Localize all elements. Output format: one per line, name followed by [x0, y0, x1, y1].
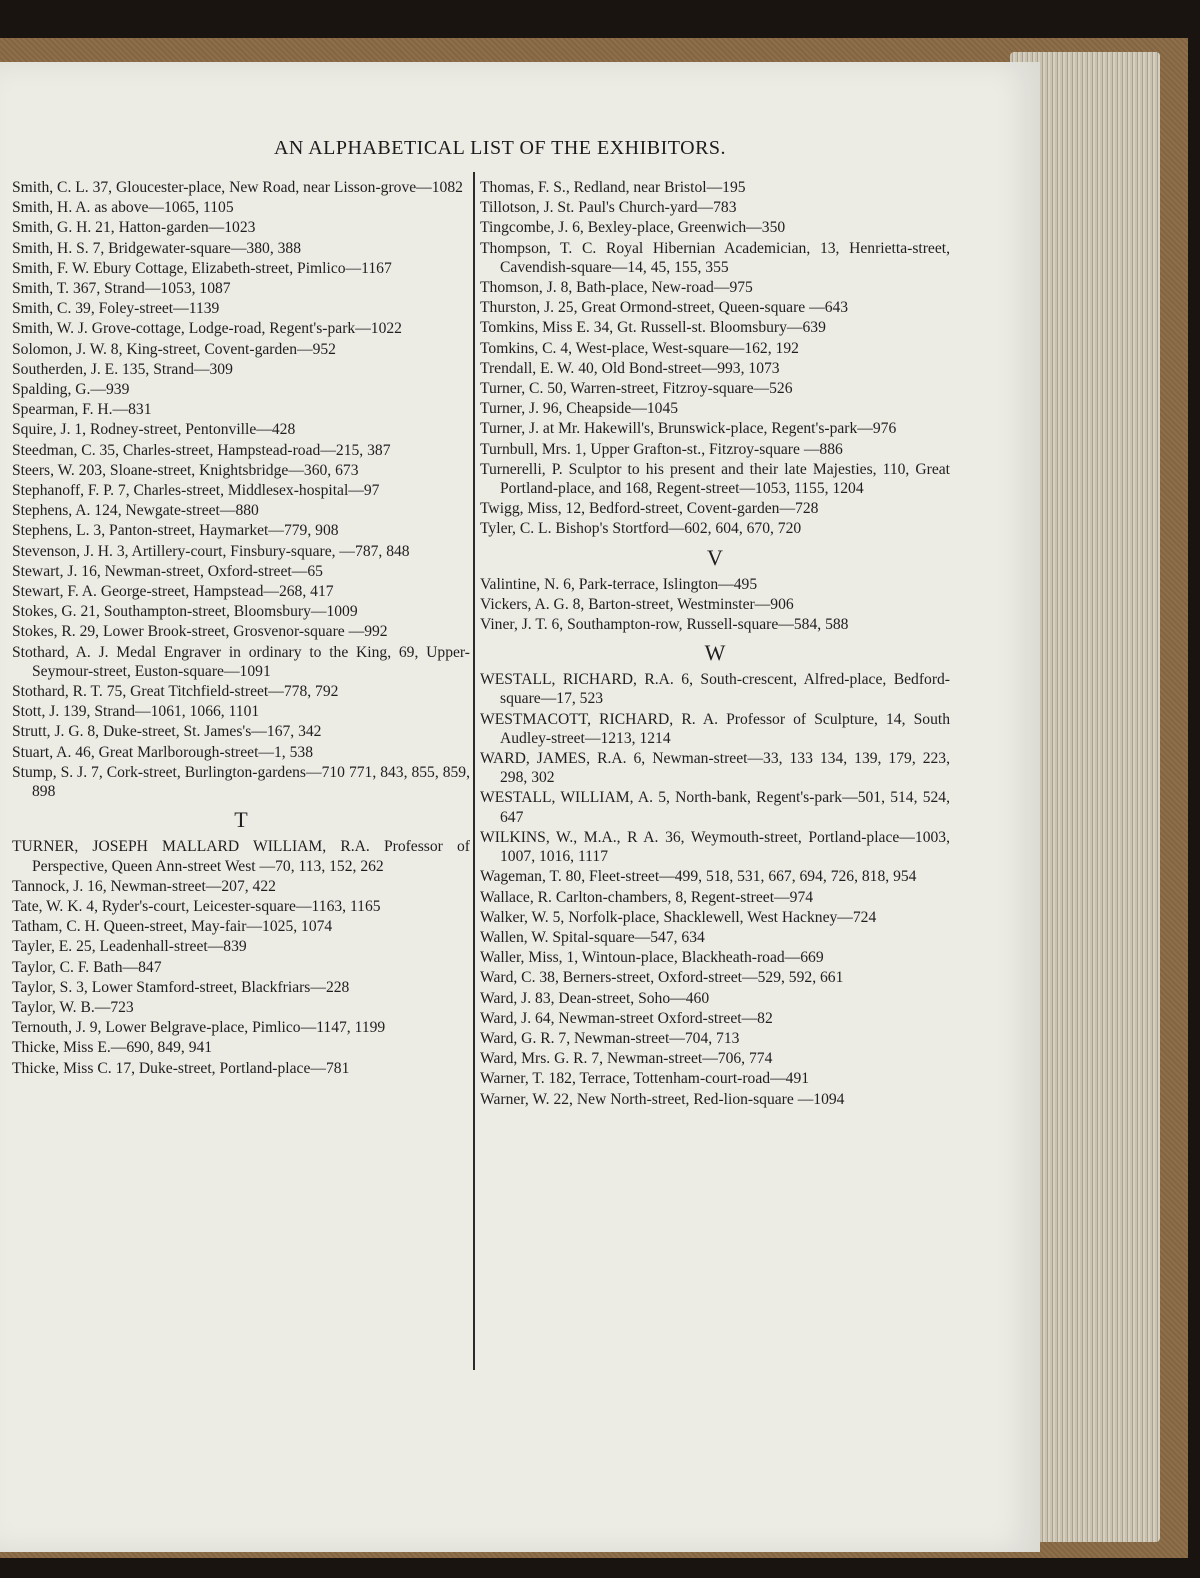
exhibitor-entry: Spalding, G.—939	[12, 381, 130, 399]
exhibitor-entry: Ward, J. 64, Newman-street Oxford-street—82	[480, 1009, 773, 1027]
exhibitor-entry: Tomkins, Miss E. 34, Gt. Russell-st. Bloomsbury—639	[480, 319, 826, 337]
exhibitor-entry: Vickers, A. G. 8, Barton-street, Westminster—906	[480, 595, 794, 613]
exhibitor-entry: Turner, J. at Mr. Hakewill's, Brunswick-place, Regent's-park—976	[480, 420, 897, 438]
exhibitor-entry: Smith, H. A. as above—1065, 1105	[12, 199, 234, 217]
exhibitor-entry: Smith, W. J. Grove-cottage, Lodge-road, Regent's-park—1022	[12, 320, 402, 338]
exhibitor-entry: Stump, S. J. 7, Cork-street, Burlington-gardens—710 771, 843, 855, 859, 898	[12, 763, 470, 801]
exhibitor-entry: Wallace, R. Carlton-chambers, 8, Regent-street—974	[480, 888, 814, 906]
exhibitor-entry: WESTALL, WILLIAM, A. 5, North-bank, Regent's-park—501, 514, 524, 647	[480, 789, 950, 826]
exhibitor-entry: Stott, J. 139, Strand—1061, 1066, 1101	[12, 703, 260, 721]
exhibitor-entry: Taylor, S. 3, Lower Stamford-street, Blackfriars—228	[12, 978, 350, 996]
exhibitor-entry: Tomkins, C. 4, West-place, West-square—162, 192	[480, 339, 799, 357]
exhibitor-entry: TURNER, JOSEPH MALLARD WILLIAM, R.A. Professor of Perspective, Queen Ann-street West —70, 113, 152, 262	[12, 838, 470, 875]
exhibitor-entry: Thicke, Miss E.—690, 849, 941	[12, 1039, 213, 1057]
exhibitor-entry: Smith, F. W. Ebury Cottage, Elizabeth-street, Pimlico—1167	[12, 259, 392, 277]
exhibitor-entry: Tatham, C. H. Queen-street, May-fair—1025, 1074	[12, 918, 333, 936]
exhibitor-entry: Warner, W. 22, New North-street, Red-lion-square —1094	[480, 1090, 845, 1108]
exhibitor-entry: Spearman, F. H.—831	[12, 401, 152, 419]
exhibitor-entry: Steers, W. 203, Sloane-street, Knightsbridge—360, 673	[12, 461, 359, 479]
exhibitor-entry: Ternouth, J. 9, Lower Belgrave-place, Pimlico—1147, 1199	[12, 1019, 386, 1037]
exhibitor-entry: Ward, Mrs. G. R. 7, Newman-street—706, 774	[480, 1050, 773, 1068]
page-title: AN ALPHABETICAL LIST OF THE EXHIBITORS.	[273, 137, 727, 159]
exhibitor-entry: Turner, C. 50, Warren-street, Fitzroy-square—526	[480, 380, 793, 398]
exhibitor-entry: Turner, J. 96, Cheapside—1045	[480, 400, 679, 418]
exhibitor-entry: Stevenson, J. H. 3, Artillery-court, Finsbury-square, —787, 848	[12, 542, 410, 560]
exhibitor-entry: Thurston, J. 25, Great Ormond-street, Queen-square —643	[480, 299, 849, 317]
exhibitor-entry: Thicke, Miss C. 17, Duke-street, Portland-place—781	[12, 1059, 350, 1077]
exhibitor-entry: Strutt, J. G. 8, Duke-street, St. James's—167, 342	[12, 723, 322, 741]
exhibitor-entry: Stokes, G. 21, Southampton-street, Bloomsbury—1009	[12, 603, 358, 621]
exhibitor-entry: Smith, C. 39, Foley-street—1139	[12, 300, 220, 318]
exhibitor-entry: Tannock, J. 16, Newman-street—207, 422	[12, 877, 276, 895]
exhibitor-entry: Stuart, A. 46, Great Marlborough-street—1, 538	[12, 743, 313, 761]
exhibitor-entry: Valintine, N. 6, Park-terrace, Islington—495	[480, 575, 758, 593]
exhibitor-entry: Smith, C. L. 37, Gloucester-place, New Road, near Lisson-grove—1082	[12, 179, 463, 196]
exhibitor-entry: Trendall, E. W. 40, Old Bond-street—993, 1073	[480, 359, 780, 377]
exhibitor-entry: Tillotson, J. St. Paul's Church-yard—783	[480, 199, 737, 217]
exhibitor-entry: Squire, J. 1, Rodney-street, Pentonville—428	[12, 421, 296, 439]
exhibitor-entry: Warner, T. 182, Terrace, Tottenham-court-road—491	[480, 1070, 810, 1088]
exhibitor-entry: Stothard, R. T. 75, Great Titchfield-street—778, 792	[12, 683, 339, 701]
exhibitor-entry: Viner, J. T. 6, Southampton-row, Russell-square—584, 588	[480, 616, 849, 634]
exhibitor-entry: Smith, T. 367, Strand—1053, 1087	[12, 280, 231, 298]
exhibitor-entry: Walker, W. 5, Norfolk-place, Shacklewell, West Hackney—724	[480, 908, 877, 926]
exhibitor-entry: Stephanoff, F. P. 7, Charles-street, Middlesex-hospital—97	[12, 482, 380, 500]
exhibitor-entry: WESTALL, RICHARD, R.A. 6, South-crescent, Alfred-place, Bedford-square—17, 523	[480, 671, 950, 708]
exhibitor-entry: Twigg, Miss, 12, Bedford-street, Covent-garden—728	[480, 500, 819, 518]
exhibitor-entry: Smith, H. S. 7, Bridgewater-square—380, 388	[12, 239, 302, 257]
exhibitor-entry: Tate, W. K. 4, Ryder's-court, Leicester-square—1163, 1165	[12, 897, 381, 915]
exhibitor-entry: WESTMACOTT, RICHARD, R. A. Professor of Sculpture, 14, South Audley-street—1213, 1214	[480, 710, 950, 747]
right-column	[480, 178, 950, 1110]
exhibitor-entry: Stokes, R. 29, Lower Brook-street, Grosvenor-square —992	[12, 623, 388, 641]
exhibitor-entry: Stephens, L. 3, Panton-street, Haymarket—779, 908	[12, 522, 339, 540]
exhibitor-entry: Southerden, J. E. 135, Strand—309	[12, 360, 233, 378]
column-divider	[473, 172, 475, 1370]
exhibitor-entry: Ward, G. R. 7, Newman-street—704, 713	[480, 1029, 740, 1047]
exhibitor-entry: Tingcombe, J. 6, Bexley-place, Greenwich—350	[480, 219, 786, 237]
exhibitor-entry: Stewart, J. 16, Newman-street, Oxford-street—65	[12, 562, 323, 580]
exhibitor-entry: WARD, JAMES, R.A. 6, Newman-street—33, 133 134, 139, 179, 223, 298, 302	[480, 750, 950, 787]
exhibitor-entry: Thomson, J. 8, Bath-place, New-road—975	[480, 279, 753, 297]
exhibitor-entry: Taylor, W. B.—723	[12, 998, 134, 1016]
exhibitor-entry: Tayler, E. 25, Leadenhall-street—839	[12, 938, 247, 956]
exhibitor-entry: Stephens, A. 124, Newgate-street—880	[12, 502, 259, 520]
exhibitor-entry: Taylor, C. F. Bath—847	[12, 958, 162, 976]
exhibitor-entry: Turnbull, Mrs. 1, Upper Grafton-st., Fitzroy-square —886	[480, 440, 843, 458]
exhibitor-entry: Ward, C. 38, Berners-street, Oxford-street—529, 592, 661	[480, 969, 844, 987]
exhibitor-entry: Steedman, C. 35, Charles-street, Hampstead-road—215, 387	[12, 441, 391, 459]
section-letter: W	[704, 640, 726, 666]
exhibitor-entry: Thomas, F. S., Redland, near Bristol—195	[480, 179, 746, 196]
exhibitor-entry: Solomon, J. W. 8, King-street, Covent-garden—952	[12, 340, 336, 358]
exhibitor-entry: Waller, Miss, 1, Wintoun-place, Blackheath-road—669	[480, 949, 824, 967]
exhibitor-entry: Stothard, A. J. Medal Engraver in ordinary to the King, 69, Upper-Seymour-street, Euston-square—1091	[12, 643, 470, 680]
exhibitor-entry: Ward, J. 83, Dean-street, Soho—460	[480, 989, 710, 1007]
exhibitor-entry: Wallen, W. Spital-square—547, 634	[480, 928, 705, 946]
exhibitor-entry: Wageman, T. 80, Fleet-street—499, 518, 531, 667, 694, 726, 818, 954	[480, 868, 917, 886]
exhibitor-entry: Stewart, F. A. George-street, Hampstead—268, 417	[12, 583, 334, 601]
exhibitor-entry: Thompson, T. C. Royal Hibernian Academician, 13, Henrietta-street, Cavendish-square—14, 45, 155, 355	[480, 239, 950, 276]
exhibitor-entry: Smith, G. H. 21, Hatton-garden—1023	[12, 219, 256, 237]
section-letter: T	[234, 807, 248, 833]
exhibitor-entry: Turnerelli, P. Sculptor to his present and their late Majesties, 110, Great Portland-place, and 168, Regent-street—1053, 1155, 1204	[480, 460, 950, 498]
section-letter: V	[707, 544, 723, 570]
exhibitor-entry: Tyler, C. L. Bishop's Stortford—602, 604, 670, 720	[480, 520, 802, 538]
left-column	[12, 178, 470, 1079]
exhibitor-entry: WILKINS, W., M.A., R A. 36, Weymouth-street, Portland-place—1003, 1007, 1016, 1117	[480, 828, 950, 866]
